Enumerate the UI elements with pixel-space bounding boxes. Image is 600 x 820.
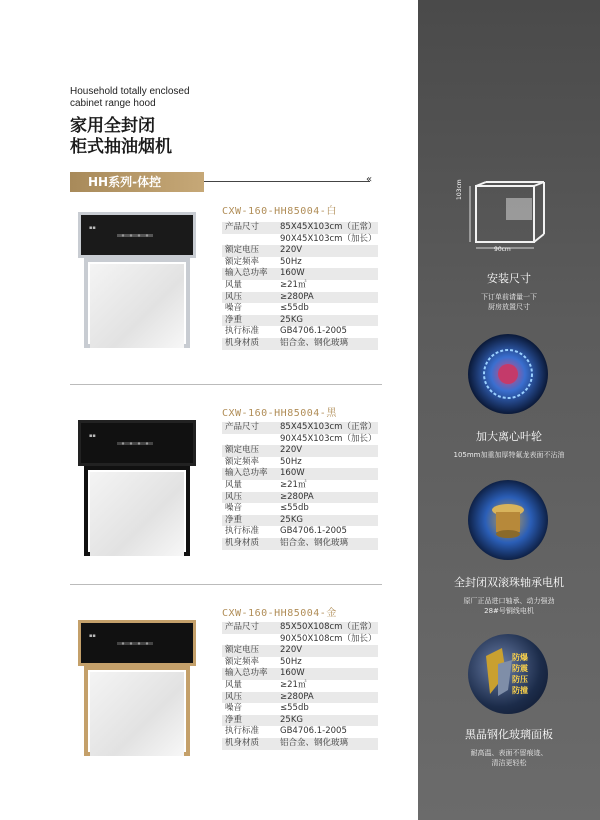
spec-key: 额定频率 xyxy=(222,257,277,269)
spec-table xyxy=(222,222,378,350)
spec-value: ≤55db xyxy=(277,303,378,315)
spec-value: 铝合金、钢化玻璃 xyxy=(277,338,378,350)
badge-shock: 防震 xyxy=(512,664,528,673)
brand-logo: ▪▪ xyxy=(89,433,96,439)
spec-key: 产品尺寸 xyxy=(222,422,277,434)
spec-row xyxy=(222,622,378,634)
feature-title: 安装尺寸 xyxy=(487,272,531,285)
model-number: CXW-160-HH85004-白 xyxy=(222,206,337,217)
spec-row xyxy=(222,645,378,657)
english-title xyxy=(70,86,230,110)
spec-row xyxy=(222,692,378,704)
spec-key: 净重 xyxy=(222,315,277,327)
feature-install-size xyxy=(418,270,600,312)
spec-key: 额定电压 xyxy=(222,445,277,457)
cabinet-frame xyxy=(84,466,190,556)
spec-row xyxy=(222,492,378,504)
feature-impeller xyxy=(418,428,600,460)
badge-explosion: 防爆 xyxy=(512,653,528,662)
series-label: HH系列-体控 xyxy=(70,172,204,192)
spec-row xyxy=(222,457,378,469)
spec-key: 产品尺寸 xyxy=(222,622,277,634)
spec-value: ≥280PA xyxy=(277,492,378,504)
spec-value: 160W xyxy=(277,468,378,480)
spec-row xyxy=(222,726,378,738)
cabinet-frame xyxy=(84,666,190,756)
feature-subtitle-line: 厨房放置尺寸 xyxy=(488,303,530,311)
spec-value: 50Hz xyxy=(277,257,378,269)
english-title-line2: cabinet range hood xyxy=(70,98,156,109)
spec-table xyxy=(222,422,378,550)
spec-row xyxy=(222,538,378,550)
spec-row xyxy=(222,634,378,646)
spec-key: 额定频率 xyxy=(222,457,277,469)
spec-row xyxy=(222,703,378,715)
spec-key: 风压 xyxy=(222,692,277,704)
badge-collision: 防撞 xyxy=(512,686,528,695)
spec-value: ≥21㎥ xyxy=(277,680,378,692)
spec-value: 90X45X103cm（加长） xyxy=(277,434,378,446)
spec-row xyxy=(222,268,378,280)
spec-key xyxy=(222,634,277,646)
badge-pressure: 防压 xyxy=(512,675,528,684)
spec-value: 85X45X103cm（正常） xyxy=(277,222,378,234)
feature-subtitle-line: 下订单前请量一下 xyxy=(481,293,537,301)
spec-key: 输入总功率 xyxy=(222,268,277,280)
spec-row xyxy=(222,480,378,492)
spec-key: 噪音 xyxy=(222,703,277,715)
spec-value: 160W xyxy=(277,268,378,280)
spec-key: 风量 xyxy=(222,280,277,292)
feature-glass-panel xyxy=(418,726,600,768)
spec-key: 额定频率 xyxy=(222,657,277,669)
spec-row xyxy=(222,657,378,669)
spec-key: 输入总功率 xyxy=(222,668,277,680)
spec-row xyxy=(222,668,378,680)
brand-logo: ▪▪ xyxy=(89,633,96,639)
spec-row xyxy=(222,326,378,338)
feature-subtitle-line: 清洁更轻松 xyxy=(491,759,527,767)
feature-subtitle-line: 原厂正品进口轴承、动力强劲 xyxy=(463,597,555,605)
feature-subtitle xyxy=(418,596,600,616)
double-arrow-icon: « xyxy=(366,174,373,185)
spec-row xyxy=(222,434,378,446)
series-divider xyxy=(204,181,370,182)
spec-row xyxy=(222,715,378,727)
spec-row xyxy=(222,503,378,515)
spec-row xyxy=(222,738,378,750)
motor-icon xyxy=(468,480,548,560)
dimension-width-label: 90cm xyxy=(494,246,511,253)
feature-subtitle xyxy=(418,292,600,312)
chinese-title-line1: 家用全封闭 xyxy=(70,116,155,136)
model-number: CXW-160-HH85004-金 xyxy=(222,608,337,619)
spec-value: 25KG xyxy=(277,515,378,527)
spec-row xyxy=(222,245,378,257)
dimension-height-label: 103cm xyxy=(456,179,463,200)
hood-top xyxy=(78,620,196,666)
spec-row xyxy=(222,445,378,457)
chinese-title-line2: 柜式抽油烟机 xyxy=(70,137,172,157)
spec-value: ≤55db xyxy=(277,703,378,715)
spec-row xyxy=(222,280,378,292)
control-panel-icon xyxy=(117,639,153,649)
spec-value: GB4706.1-2005 xyxy=(277,526,378,538)
spec-table xyxy=(222,622,378,750)
spec-value: ≥21㎥ xyxy=(277,480,378,492)
feature-subtitle-line: 28#号铜线电机 xyxy=(484,607,534,615)
brand-logo: ▪▪ xyxy=(89,225,96,231)
glass-panel xyxy=(90,672,184,756)
spec-value: ≥280PA xyxy=(277,692,378,704)
spec-value: 220V xyxy=(277,245,378,257)
spec-row xyxy=(222,338,378,350)
spec-key: 机身材质 xyxy=(222,538,277,550)
spec-key: 风量 xyxy=(222,680,277,692)
spec-row xyxy=(222,422,378,434)
spec-value: 25KG xyxy=(277,315,378,327)
spec-value: 90X45X103cm（加长） xyxy=(277,234,378,246)
spec-row xyxy=(222,315,378,327)
impeller-icon xyxy=(468,334,548,414)
spec-row xyxy=(222,234,378,246)
spec-key: 执行标准 xyxy=(222,726,277,738)
spec-key: 风压 xyxy=(222,492,277,504)
spec-row xyxy=(222,515,378,527)
spec-value: 85X45X103cm（正常） xyxy=(277,422,378,434)
english-title-line1: Household totally enclosed xyxy=(70,86,190,97)
spec-key: 执行标准 xyxy=(222,326,277,338)
spec-key: 风量 xyxy=(222,480,277,492)
spec-value: GB4706.1-2005 xyxy=(277,326,378,338)
spec-value: 铝合金、钢化玻璃 xyxy=(277,738,378,750)
dimension-diagram-icon xyxy=(462,180,554,252)
spec-row xyxy=(222,303,378,315)
feature-subtitle: 105mm加重加厚特氟龙表面不沾油 xyxy=(453,451,565,459)
spec-key: 输入总功率 xyxy=(222,468,277,480)
spec-value: 50Hz xyxy=(277,657,378,669)
spec-value: 220V xyxy=(277,445,378,457)
spec-value: 85X50X108cm（正常） xyxy=(277,622,378,634)
section-divider xyxy=(70,384,382,385)
spec-key: 机身材质 xyxy=(222,738,277,750)
spec-row xyxy=(222,468,378,480)
spec-key xyxy=(222,434,277,446)
spec-row xyxy=(222,222,378,234)
spec-value: ≤55db xyxy=(277,503,378,515)
feature-title: 黑晶钢化玻璃面板 xyxy=(465,728,553,741)
feature-motor xyxy=(418,574,600,616)
feature-title: 加大离心叶轮 xyxy=(476,430,542,443)
spec-key: 噪音 xyxy=(222,503,277,515)
spec-value: 50Hz xyxy=(277,457,378,469)
spec-value: 220V xyxy=(277,645,378,657)
hood-top xyxy=(78,420,196,466)
spec-key: 机身材质 xyxy=(222,338,277,350)
spec-key: 噪音 xyxy=(222,303,277,315)
spec-key: 产品尺寸 xyxy=(222,222,277,234)
spec-value: ≥280PA xyxy=(277,292,378,304)
control-panel-icon xyxy=(117,439,153,449)
spec-value: 25KG xyxy=(277,715,378,727)
robot-glass-icon xyxy=(468,634,548,714)
spec-key: 额定电压 xyxy=(222,645,277,657)
spec-row xyxy=(222,526,378,538)
spec-key: 额定电压 xyxy=(222,245,277,257)
glass-panel xyxy=(90,472,184,556)
spec-key: 净重 xyxy=(222,715,277,727)
spec-row xyxy=(222,257,378,269)
feature-subtitle xyxy=(418,748,600,768)
section-divider xyxy=(70,584,382,585)
spec-key: 风压 xyxy=(222,292,277,304)
glass-panel xyxy=(90,264,184,348)
spec-value: GB4706.1-2005 xyxy=(277,726,378,738)
cabinet-frame xyxy=(84,258,190,348)
chinese-title xyxy=(70,116,230,158)
hood-top xyxy=(78,212,196,258)
spec-key: 执行标准 xyxy=(222,526,277,538)
spec-row xyxy=(222,680,378,692)
spec-value: 160W xyxy=(277,668,378,680)
spec-value: 90X50X108cm（加长） xyxy=(277,634,378,646)
spec-row xyxy=(222,292,378,304)
protection-badges xyxy=(512,652,528,696)
spec-key xyxy=(222,234,277,246)
feature-title: 全封闭双滚珠轴承电机 xyxy=(454,576,564,589)
spec-key: 净重 xyxy=(222,515,277,527)
model-number: CXW-160-HH85004-黑 xyxy=(222,408,337,419)
spec-value: ≥21㎥ xyxy=(277,280,378,292)
control-panel-icon xyxy=(117,231,153,241)
feature-subtitle-line: 耐高温、表面不留痕迹、 xyxy=(470,749,548,757)
spec-value: 铝合金、钢化玻璃 xyxy=(277,538,378,550)
